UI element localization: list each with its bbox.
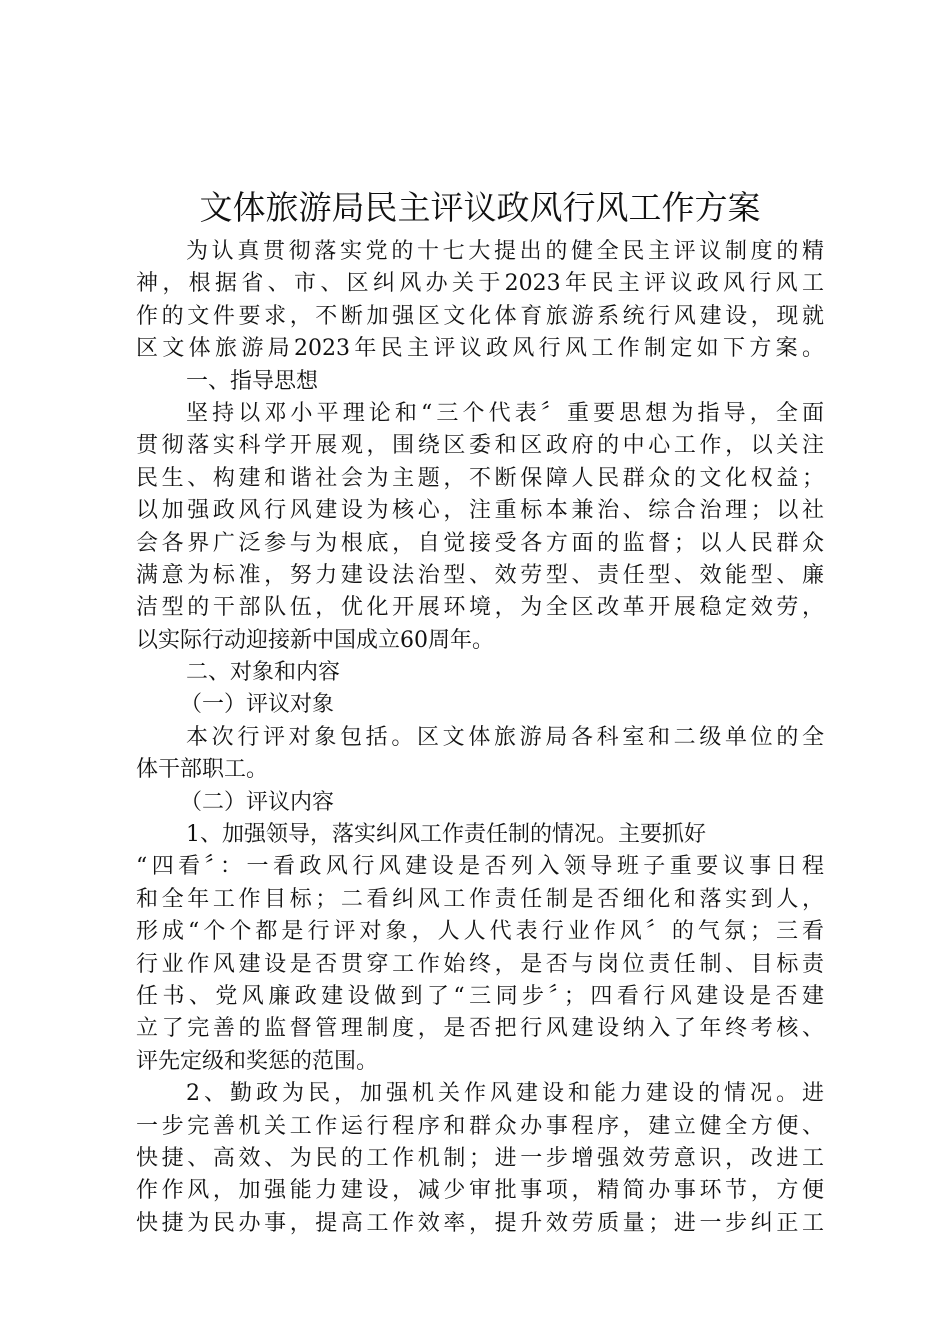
section-heading: 二、对象和内容: [186, 660, 341, 686]
paragraph-line: 满意为标准，努力建设法治型、效劳型、责任型、效能型、廉: [136, 562, 824, 588]
paragraph-line: 立了完善的监督管理制度，是否把行风建设纳入了年终考核、: [136, 1016, 824, 1042]
paragraph-line: 以加强政风行风建设为核心，注重标本兼治、综合治理；以社: [136, 498, 824, 524]
paragraph-line: 1、加强领导，落实纠风工作责任制的情况。主要抓好: [186, 822, 706, 848]
paragraph-line: 贯彻落实科学开展观，围绕区委和区政府的中心工作，以关注: [136, 433, 824, 459]
document-page: [136, 184, 824, 1240]
paragraph-line: 行业作风建设是否贯穿工作始终，是否与岗位责任制、目标责: [136, 951, 824, 977]
paragraph-line: 形成“个个都是行评对象，人人代表行业作风〞的气氛；三看: [136, 919, 824, 945]
paragraph-line: 快捷、高效、为民的工作机制；进一步增强效劳意识，改进工: [136, 1145, 824, 1171]
paragraph-line: 神，根据省、市、区纠风办关于2023年民主评议政风行风工: [136, 271, 824, 297]
paragraph-line: 以实际行动迎接新中国成立60周年。: [136, 627, 494, 653]
paragraph-line: 坚持以邓小平理论和“三个代表〞重要思想为指导，全面: [186, 400, 824, 426]
section-heading: 一、指导思想: [186, 368, 319, 394]
paragraph-line: 2、勤政为民，加强机关作风建设和能力建设的情况。进: [186, 1081, 824, 1107]
paragraph-line: 区文体旅游局2023年民主评议政风行风工作制定如下方案。: [136, 336, 824, 362]
subsection-heading: （一）评议对象: [180, 692, 335, 718]
subsection-heading: （二）评议内容: [180, 789, 335, 815]
paragraph-line: 洁型的干部队伍，优化开展环境，为全区改革开展稳定效劳，: [136, 595, 824, 621]
paragraph-line: 一步完善机关工作运行程序和群众办事程序，建立健全方便、: [136, 1113, 824, 1139]
paragraph-line: 任书、党风廉政建设做到了“三同步〞；四看行风建设是否建: [136, 983, 824, 1009]
paragraph-line: 本次行评对象包括。区文体旅游局各科室和二级单位的全: [186, 724, 824, 750]
paragraph-line: 评先定级和奖惩的范围。: [136, 1048, 379, 1074]
paragraph-line: 和全年工作目标；二看纠风工作责任制是否细化和落实到人，: [136, 886, 824, 912]
paragraph-line: 作的文件要求，不断加强区文化体育旅游系统行风建设，现就: [136, 303, 824, 329]
paragraph-line: “四看〞：一看政风行风建设是否列入领导班子重要议事日程: [136, 854, 824, 880]
paragraph-line: 快捷为民办事，提高工作效率，提升效劳质量；进一步纠正工: [136, 1210, 824, 1236]
paragraph-line: 民生、构建和谐社会为主题，不断保障人民群众的文化权益；: [136, 465, 824, 491]
paragraph-line: 作作风，加强能力建设，减少审批事项，精简办事环节，方便: [136, 1178, 824, 1204]
paragraph-line: 为认真贯彻落实党的十七大提出的健全民主评议制度的精: [186, 239, 824, 264]
document-title: 文体旅游局民主评议政风行风工作方案: [199, 188, 761, 227]
paragraph-line: 体干部职工。: [136, 757, 269, 783]
paragraph-line: 会各界广泛参与为根底，自觉接受各方面的监督；以人民群众: [136, 530, 824, 556]
